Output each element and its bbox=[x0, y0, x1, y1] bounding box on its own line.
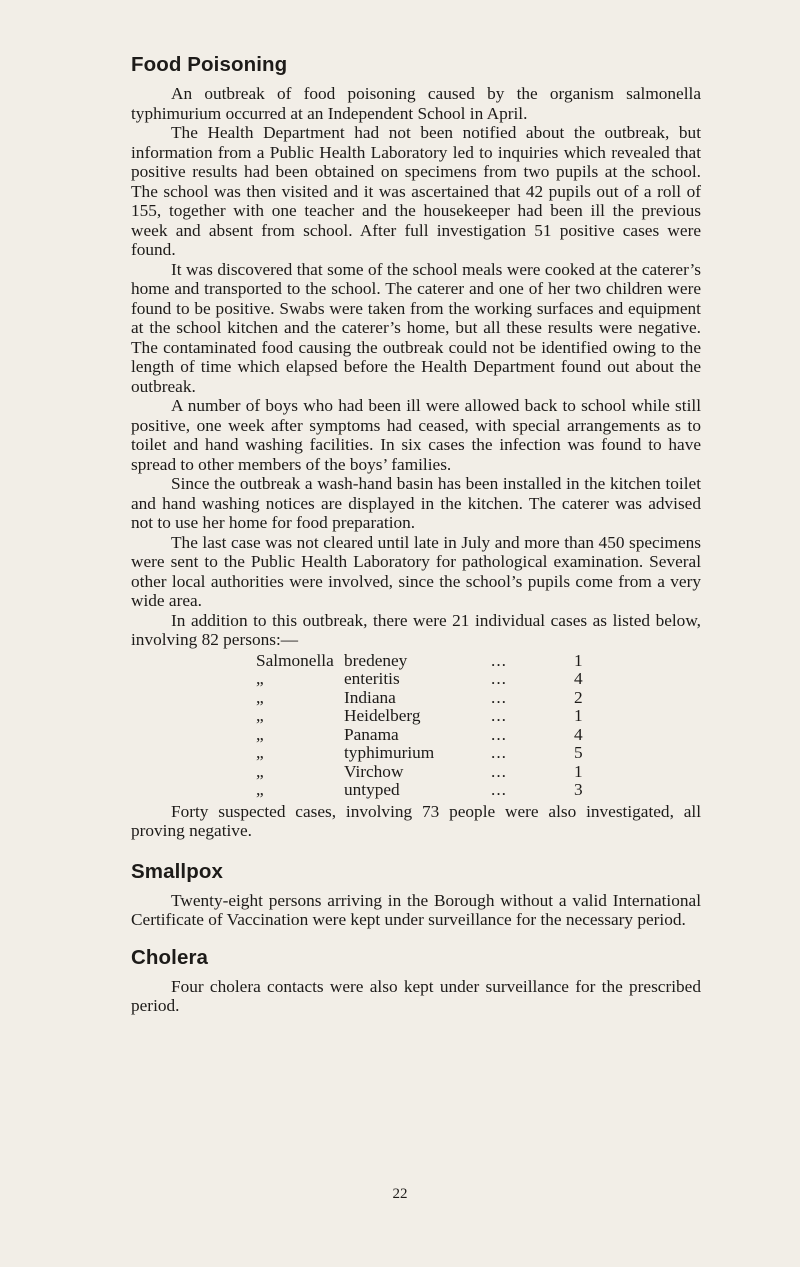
case-row bbox=[131, 726, 701, 745]
case-count: 1 bbox=[574, 650, 583, 670]
paragraph: Forty suspected cases, involving 73 people were also investigated, all proving negative. bbox=[131, 801, 701, 840]
paragraph: An outbreak of food poisoning caused by the organism salmonella typhimurium occurred at an Independent School in April. bbox=[131, 84, 701, 123]
case-count: 1 bbox=[574, 761, 583, 781]
document-page bbox=[131, 52, 701, 1016]
case-row bbox=[131, 744, 701, 763]
paragraph: Since the outbreak a wash-hand basin has been installed in the kitchen toilet and hand washing notices are displayed in the kitchen. The caterer was advised not to use her home for food preparation. bbox=[131, 474, 701, 532]
case-row bbox=[131, 763, 701, 782]
leader-dots: ... bbox=[491, 743, 507, 762]
case-count: 3 bbox=[574, 780, 583, 799]
case-row bbox=[131, 707, 701, 726]
case-type: Virchow bbox=[344, 761, 404, 781]
leader-dots: ... bbox=[491, 761, 507, 781]
paragraph: Twenty-eight persons arriving in the Borough without a valid International Certificate of Vaccination were kept under surveillance for the necessary period. bbox=[131, 890, 701, 929]
leader-dots: ... bbox=[491, 724, 507, 744]
case-type: Indiana bbox=[344, 687, 396, 707]
case-prefix: „ bbox=[256, 780, 264, 799]
case-row bbox=[131, 781, 701, 800]
food-poisoning-heading: Food Poisoning bbox=[131, 53, 288, 76]
case-type: typhimurium bbox=[344, 743, 435, 762]
leader-dots: ... bbox=[491, 669, 507, 688]
case-count: 2 bbox=[574, 687, 583, 707]
page-number: 22 bbox=[392, 1186, 408, 1202]
case-prefix: „ bbox=[256, 706, 264, 725]
case-prefix: „ bbox=[256, 687, 264, 707]
case-prefix: „ bbox=[256, 743, 264, 762]
smallpox-heading: Smallpox bbox=[131, 859, 223, 883]
paragraph: It was discovered that some of the school meals were cooked at the caterer’s home and transported to the school. The caterer and one of her two children were found to be positive. Swabs were taken from the working surfaces and equipment at the school kitchen and the caterer’s home, but all these results were negative. The contaminated food causing the outbreak could not be identified owing to the length of time which elapsed before the Health Department found out about the outbreak. bbox=[131, 259, 701, 396]
case-type: bredeney bbox=[344, 650, 408, 670]
leader-dots: ... bbox=[491, 780, 507, 799]
case-row bbox=[131, 689, 701, 708]
salmonella-case-list bbox=[131, 652, 701, 800]
case-row bbox=[131, 652, 701, 671]
case-type: Heidelberg bbox=[344, 706, 421, 725]
leader-dots: ... bbox=[491, 706, 507, 725]
paragraph: The Health Department had not been notified about the outbreak, but information from a Public Health Laboratory led to inquiries which revealed that positive results had been obtained on specimens from two pupils at the school. The school was then visited and it was ascertained that 42 pupils out of a roll of 155, together with one teacher and the housekeeper had been ill the previous week and absent from school. After full investigation 51 positive cases were found. bbox=[131, 123, 701, 259]
case-prefix: „ bbox=[256, 669, 264, 688]
leader-dots: ... bbox=[491, 687, 507, 707]
case-type: Panama bbox=[344, 724, 399, 744]
paragraph: The last case was not cleared until late in July and more than 450 specimens were sent to the Public Health Laboratory for pathological examination. Several other local authorities were involved, since the school’s pupils come from a very wide area. bbox=[131, 532, 701, 610]
case-prefix: Salmonella bbox=[256, 650, 334, 670]
case-prefix: „ bbox=[256, 761, 264, 781]
paragraph: Four cholera contacts were also kept under surveillance for the prescribed period. bbox=[131, 976, 701, 1015]
cholera-heading: Cholera bbox=[131, 945, 209, 969]
leader-dots: ... bbox=[491, 650, 507, 670]
paragraph: In addition to this outbreak, there were 21 individual cases as listed below, involving 82 persons:— bbox=[131, 610, 701, 649]
case-count: 4 bbox=[574, 724, 583, 744]
case-type: enteritis bbox=[344, 669, 400, 688]
case-count: 5 bbox=[574, 743, 583, 762]
case-row bbox=[131, 670, 701, 689]
case-count: 4 bbox=[574, 669, 583, 688]
case-count: 1 bbox=[574, 706, 583, 725]
case-prefix: „ bbox=[256, 724, 264, 744]
case-type: untyped bbox=[344, 780, 400, 799]
paragraph: A number of boys who had been ill were allowed back to school while still positive, one week after symptoms had ceased, with special arrangements as to toilet and hand washing facilities. In six cases the infection was found to have spread to other members of the boys’ families. bbox=[131, 396, 701, 474]
